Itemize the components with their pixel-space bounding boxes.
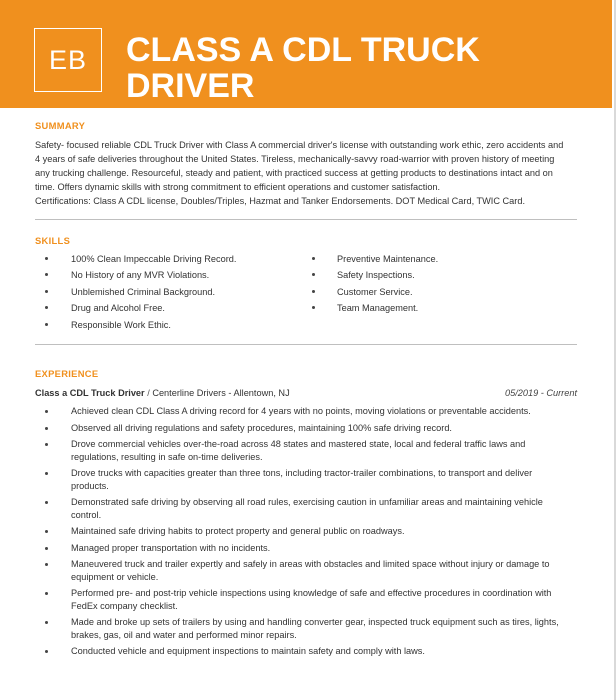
duty-item: Made and broke up sets of trailers by using and handling converter gear, inspected truck equipment such as tires, lights, brakes, gas, oil and water and performed minor repairs. xyxy=(35,616,577,641)
resume-body xyxy=(35,119,577,662)
experience-heading: EXPERIENCE xyxy=(35,368,99,380)
job-duties-list xyxy=(35,405,577,658)
skills-column-right xyxy=(306,251,577,333)
summary-paragraph: Safety- focused reliable CDL Truck Driver with Class A commercial driver's license with outstanding work ethic, zero accidents and 4 years of safe deliveries throughout the United States. Tireless, mechanically-savvy road-warrior with proven history of meeting any trucking challenge. Resourceful, steady and patient, with practiced success at getting products to destinations intact and on time. Offers dynamic skills with strong commitment to efficient operations and customer satisfaction. xyxy=(35,140,564,192)
duty-item: Observed all driving regulations and safety procedures, maintaining 100% safe driving record. xyxy=(35,422,577,434)
duty-item: Managed proper transportation with no incidents. xyxy=(35,542,577,554)
skill-item: Responsible Work Ethic. xyxy=(35,317,306,333)
skills-column-left xyxy=(35,251,306,333)
duty-item: Conducted vehicle and equipment inspections to maintain safety and comply with laws. xyxy=(35,645,577,657)
duty-item: Performed pre- and post-trip vehicle inspections using knowledge of safe and effective procedures in coordination with FedEx company checklist. xyxy=(35,587,577,612)
job-title: Class a CDL Truck Driver xyxy=(35,388,145,399)
job-company: Centerline Drivers - Allentown, NJ xyxy=(152,388,290,399)
duty-item: Maneuvered truck and trailer expertly and safely in areas with obstacles and limited space without injury or damage to equipment or vehicle. xyxy=(35,558,577,583)
skills-heading: SKILLS xyxy=(35,235,71,246)
section-divider xyxy=(35,219,577,220)
resume-title: CLASS A CDL TRUCK DRIVER xyxy=(126,31,480,105)
job-header-left xyxy=(35,386,290,401)
resume-header xyxy=(0,0,612,108)
initials-monogram: EB xyxy=(34,28,102,92)
skill-item: Safety Inspections. xyxy=(306,267,577,283)
duty-item: Achieved clean CDL Class A driving record for 4 years with no points, moving violations or preventable accidents. xyxy=(35,405,577,417)
duty-item: Drove commercial vehicles over-the-road across 48 states and mastered state, local and federal traffic laws and regulations, resulting in safe on-time deliveries. xyxy=(35,438,577,463)
job-separator: / xyxy=(147,388,150,399)
section-divider xyxy=(35,344,577,345)
skills-grid xyxy=(35,251,577,333)
duty-item: Drove trucks with capacities greater than three tons, including tractor-trailer combinations, to transport and deliver products. xyxy=(35,467,577,492)
summary-section xyxy=(35,138,577,208)
skill-item: Customer Service. xyxy=(306,284,577,300)
job-header xyxy=(35,386,577,401)
skill-item: Drug and Alcohol Free. xyxy=(35,300,306,316)
certifications-text: Certifications: Class A CDL license, Doubles/Triples, Hazmat and Tanker Endorsements. DOT Medical Card, TWIC Card. xyxy=(35,196,526,206)
skill-item: Unblemished Criminal Background. xyxy=(35,284,306,300)
skill-item: No History of any MVR Violations. xyxy=(35,267,306,283)
skill-item: Team Management. xyxy=(306,300,577,316)
duty-item: Demonstrated safe driving by observing all road rules, exercising caution in unfamiliar areas and maintaining vehicle control. xyxy=(35,496,577,521)
job-dates: 05/2019 - Current xyxy=(504,388,577,399)
summary-heading: SUMMARY xyxy=(35,120,86,131)
skill-item: Preventive Maintenance. xyxy=(306,251,577,267)
skill-item: 100% Clean Impeccable Driving Record. xyxy=(35,251,306,267)
duty-item: Maintained safe driving habits to protect property and general public on roadways. xyxy=(35,525,577,537)
